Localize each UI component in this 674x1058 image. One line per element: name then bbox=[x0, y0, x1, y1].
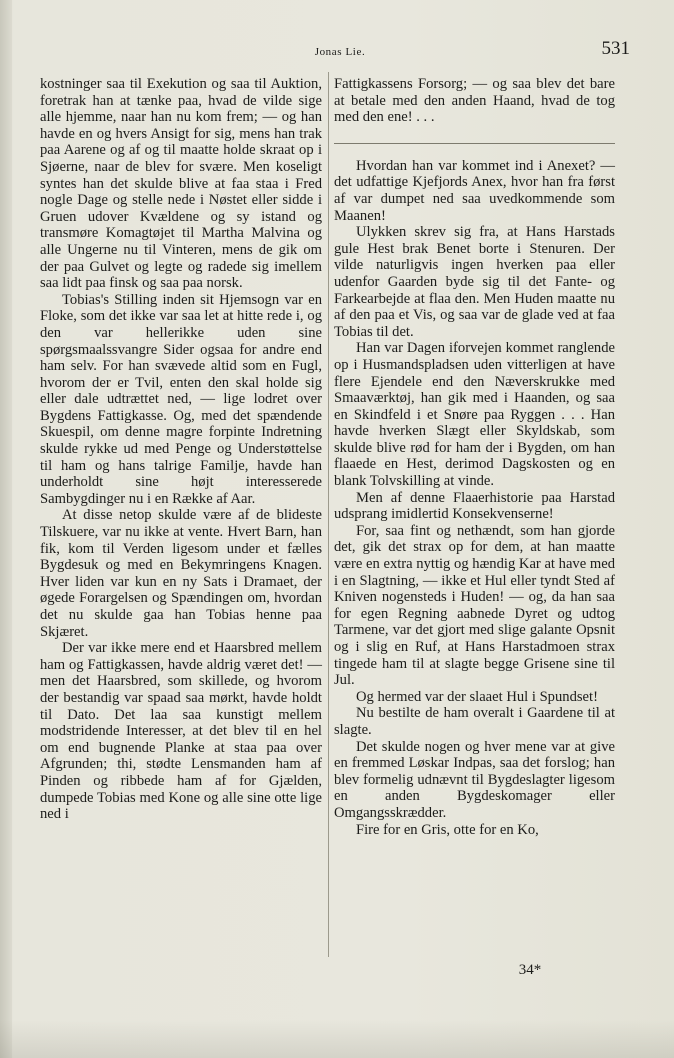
paragraph: Fire for en Gris, otte for en Ko, bbox=[356, 821, 539, 838]
paragraph: At disse netop skulde være af de blideste Tilskuere, var nu ikke at vente. Hvert Barn, han fik, kom til Verden ligesom under et fælles Bygdesuk og med en Bekymringens Knagen. Hver liden var kun en ny Sats i Dramaet, der øgede Forargelsen og Spændingen om, hvordan det nu skulde gaa han Tobias henne paa Skjæret. bbox=[40, 507, 322, 640]
printer-signature-mark: 34* bbox=[518, 962, 542, 978]
column-divider bbox=[328, 72, 329, 957]
paragraph: Det skulde nogen og hver mene var at give en fremmed Løskar Indpas, saa det forslog; han blev formelig udnævnt til Bygdeslagter ligesom en anden Bygdeskomager eller Omgangsskrædder. bbox=[334, 738, 615, 821]
paragraph: Der var ikke mere end et Haarsbred mellem ham og Fattigkassen, havde aldrig været det! — men det Haarsbred, som skillede, og hvorom der bestandig var spaad saa mørkt, havde holdt til Dato. Det laa saa kunstigt mellem modstridende Interesser, at det blev til en hel om end bugnende Planke at staa paa over Afgrunden; thi, stødte Lensmanden ham af Pinden og ribbede ham af for Gjælden, dumpede Tobias med Kone og alle sine otte lige ned i bbox=[40, 640, 322, 823]
paragraph: Fattigkassens Forsorg; — og saa blev det bare at betale med den anden Haand, hvad de tog med den ene! . . . bbox=[334, 76, 615, 126]
paragraph: Og hermed var der slaaet Hul i Spundset! bbox=[356, 688, 598, 705]
paragraph: Nu bestilte de ham overalt i Gaardene til at slagte. bbox=[334, 705, 615, 738]
section-separator bbox=[334, 143, 615, 144]
page-bottom-shadow bbox=[0, 1020, 674, 1058]
paragraph: Tobias's Stilling inden sit Hjemsogn var en Floke, som det ikke var saa let at hitte rede i, og den var hellerikke uden sine spørgsmaalssvangre Sider ogsaa for andre end ham selv. For han svævede altid som en Fugl, hvorom der er Tvil, enten den skal holde sig eller dale udtrættet ned, — lige lodret over Bygdens Fattigkasse. Og, med det spændende Skuespil, om denne magre forpinte Indretning skulde rykke ud med Penge og Understøttelse til ham og hans talrige Familje, havde han underholdt sine højt interesserede Sambygdinger nu i en Række af Aar. bbox=[40, 291, 322, 507]
paragraph: Han var Dagen iforvejen kommet ranglende op i Husmandspladsen uden vitterligen at have flere Ejendele end den Næverskrukke med Smaaværktøj, han gik med i Haanden, og saa en Skindfeld i et Snøre paa Ryggen . . . Han havde hverken Slægt eller Skyldskab, som skulde blive rød for ham der i Bygden, om han flaaede en Hest, derimod Dagskosten og en blank Tolvskilling at vinde. bbox=[334, 340, 615, 490]
paragraph: Ulykken skrev sig fra, at Hans Harstads gule Hest brak Benet borte i Stenuren. Der vilde naturligvis ingen hverken paa eller udenfor Gaarden byde sig til det Fante- og Farkearbejde at flaa den. Men Huden maatte nu af den paa et Vis, og saa var de glade ved at faa Tobias til det. bbox=[334, 224, 615, 340]
running-header-author: Jonas Lie. bbox=[314, 46, 366, 58]
paragraph: Men af denne Flaaerhistorie paa Harstad udsprang imidlertid Konsekvenserne! bbox=[334, 489, 615, 523]
paragraph: Hvordan han var kommet ind i Anexet? — det udfattige Kjefjords Anex, hvor han fra først af var dumpet ned saa uvedkommende som Maanen! bbox=[334, 157, 615, 224]
page-number: 531 bbox=[601, 38, 630, 59]
right-text-column bbox=[334, 76, 615, 838]
paragraph: kostninger saa til Exekution og saa til Auktion, foretrak han at tænke paa, hvad de vilde sige alle hjemme, naar han nu kom frem; — og han havde en og hvers Ansigt for sig, mens han trak paa Aarene og af og til maatte holde skraat op i Sjøerne, naar de blev for svære. Men koseligt syntes han det skulde blive at faa staa i Fred nogle Dage og stelle nede i Nøstet eller sidde i Gruen udover Kvældene og sy istand og transmøre Komagtøjet til Martha Malvina og alle Ungerne nu til Vinteren, mens de gik om der paa Gulvet og legte og radede sig imellem saa lidt paa finsk og saa paa norsk. bbox=[40, 76, 322, 292]
left-text-column bbox=[40, 76, 322, 823]
page-binding-edge bbox=[0, 0, 12, 1058]
paragraph: For, saa fint og nethændt, som han gjorde det, gik det strax op for dem, at han maatte være en extra nyttig og hændig Kar at have med i en Slagtning, — ikke et Hul eller tyndt Sted af Kniven nogensteds i Huden! — og, da han saa for egen Regning aabnede Dyret og udtog Tarmene, var det gjort med slige galante Opsnit og i slig en Ruf, at Hans Harstadmoen strax tingede ham til at slagte begge Grisene sine til Jul. bbox=[334, 522, 615, 689]
